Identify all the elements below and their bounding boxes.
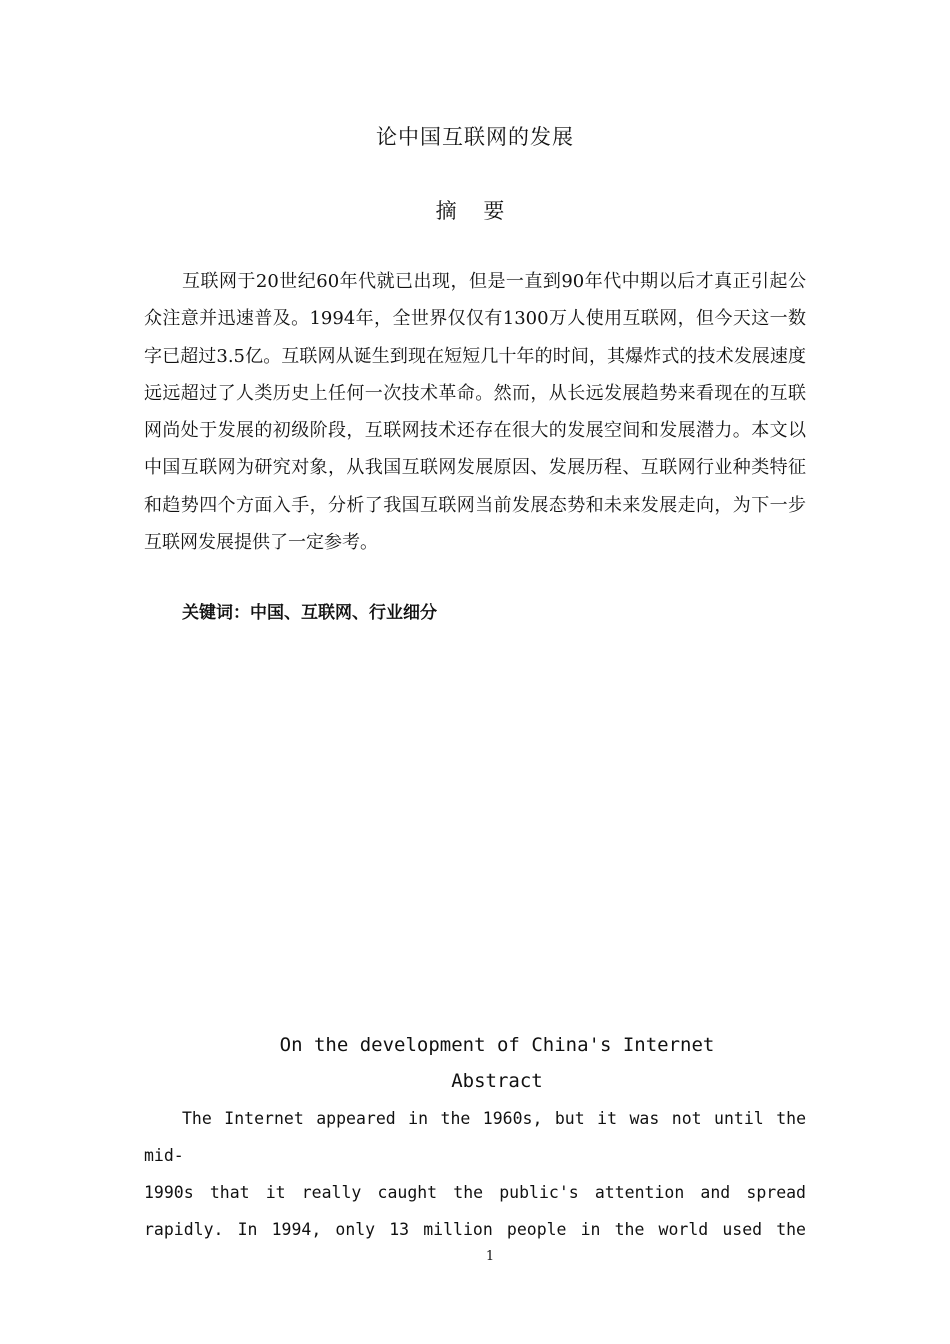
chinese-abstract-body: 互联网于20世纪60年代就已出现，但是一直到90年代中期以后才真正引起公众注意并迅速普及。1994年，全世界仅仅有1300万人使用互联网，但今天这一数字已超过3.5亿。互联网从诞生到现在短短几十年的时间，其爆炸式的技术发展速度远远超过了人类历史上任何一次技术革命。然而，从长远发展趋势来看现在的互联网尚处于发展的初级阶段，互联网技术还存在很大的发展空间和发展潜力。本文以中国互联网为研究对象，从我国互联网发展原因、发展历程、互联网行业种类特征和趋势四个方面入手，分析了我国互联网当前发展态势和未来发展走向，为下一步互联网发展提供了一定参考。 [144, 271, 806, 554]
chinese-abstract-heading: 摘 要 [435, 199, 515, 223]
english-abstract-line: The Internet appeared in the 1960s, but it was not until the mid- [144, 1109, 806, 1165]
english-abstract-body [144, 1100, 806, 1248]
english-abstract-heading: Abstract [451, 1070, 543, 1092]
chinese-keywords: 关键词：中国、互联网、行业细分 [182, 603, 437, 623]
english-abstract-line: rapidly. In 1994, only 13 million people in the world used the [144, 1220, 806, 1239]
english-title: On the development of China's Internet [279, 1034, 715, 1056]
english-abstract-line: 1990s that it really caught the public's attention and spread [144, 1183, 806, 1202]
page-number: 1 [485, 1249, 495, 1264]
chinese-title: 论中国互联网的发展 [376, 125, 574, 149]
